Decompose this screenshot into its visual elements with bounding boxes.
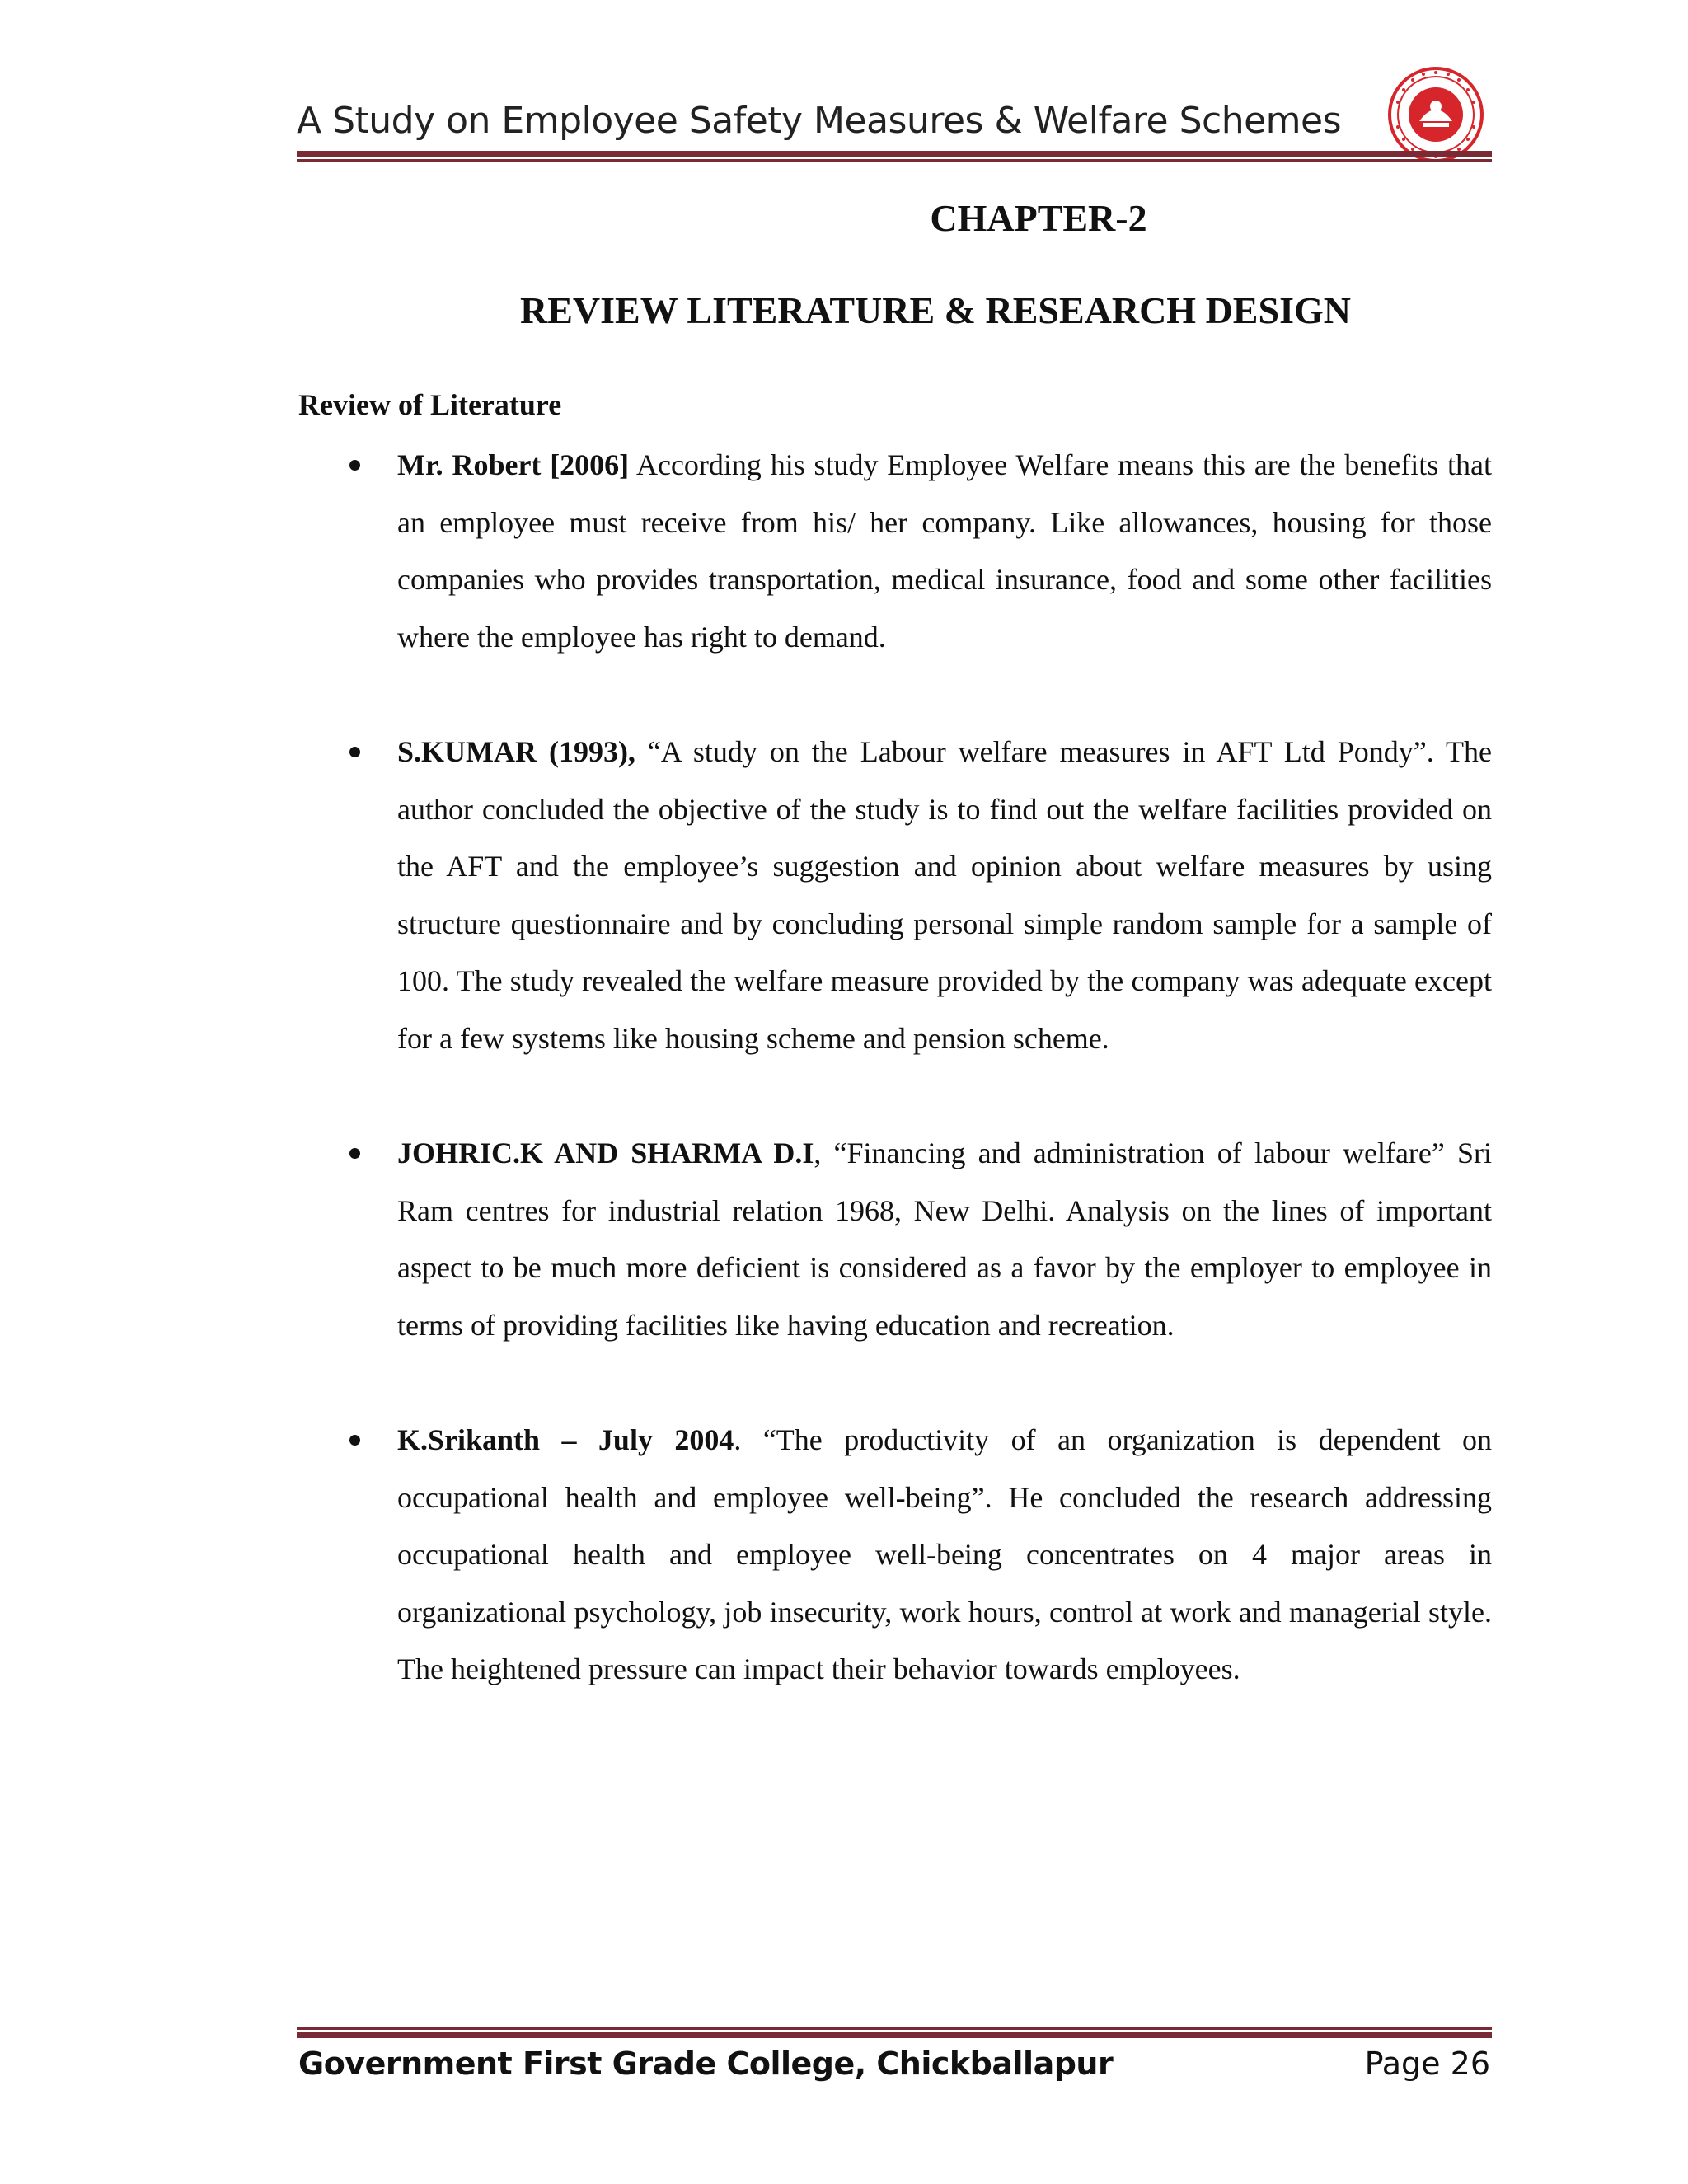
review-item (346, 724, 1492, 1067)
review-list (346, 437, 1492, 1756)
footer-page-number: Page 26 (1364, 2046, 1490, 2082)
footer-rule-thick (297, 2032, 1492, 2038)
review-text: , “Financing and administration of labour welfare” Sri Ram centres for industrial relation 1968, New Delhi. Analysis on the lines of important aspect to be much more deficient is considered as a favor by the employer to employee in terms of providing facilities like having education and recreation. (397, 1137, 1493, 1342)
header-rule-thick (297, 151, 1492, 157)
bullet-icon (349, 460, 360, 471)
review-author: Mr. Robert [2006] (397, 448, 630, 481)
review-author: S.KUMAR (1993), (397, 735, 635, 768)
bullet-icon (349, 1148, 360, 1159)
review-author: K.Srikanth – July 2004 (397, 1423, 734, 1456)
review-text: “A study on the Labour welfare measures in AFT Ltd Pondy”. The author concluded the objective of the study is to find out the welfare facilities provided on the AFT and the employee’s suggestion and opinion about welfare measures by using structure questionnaire and by concluding personal simple random sample for a sample of 100. The study revealed the welfare measure provided by the company was adequate except for a few systems like housing scheme and pension scheme. (397, 735, 1492, 1055)
header-rule (297, 151, 1492, 162)
header-rule-thin (297, 159, 1492, 162)
review-author: JOHRIC.K AND SHARMA D.I (397, 1137, 814, 1169)
review-item (346, 437, 1492, 666)
bullet-icon (349, 747, 360, 757)
review-heading: Review of Literature (298, 388, 562, 421)
footer-rule-thin (297, 2027, 1492, 2030)
footer-college: Government First Grade College, Chickballapur (298, 2046, 1114, 2082)
review-item (346, 1125, 1492, 1354)
chapter-title: REVIEW LITERATURE & RESEARCH DESIGN (520, 289, 1351, 331)
review-item (346, 1412, 1492, 1699)
chapter-number: CHAPTER-2 (930, 197, 1147, 239)
review-text: . “The productivity of an organization is dependent on occupational health and employee well-being”. He concluded the research addressing occupational health and employee well-being concentrates on 4 major areas in organizational psychology, job insecurity, work hours, control at work and managerial style. The heightened pressure can impact their behavior towards employees. (397, 1423, 1492, 1685)
review-text: According his study Employee Welfare means this are the benefits that an employee must receive from his/ her company. Like allowances, housing for those companies who provides transportation, medical insurance, food and some other facilities where the employee has right to demand. (397, 448, 1492, 654)
bullet-icon (349, 1435, 360, 1446)
header-title: A Study on Employee Safety Measures & Welfare Schemes (297, 100, 1342, 142)
ksrtc-emblem-icon (1386, 65, 1485, 164)
footer-rule (297, 2027, 1492, 2039)
